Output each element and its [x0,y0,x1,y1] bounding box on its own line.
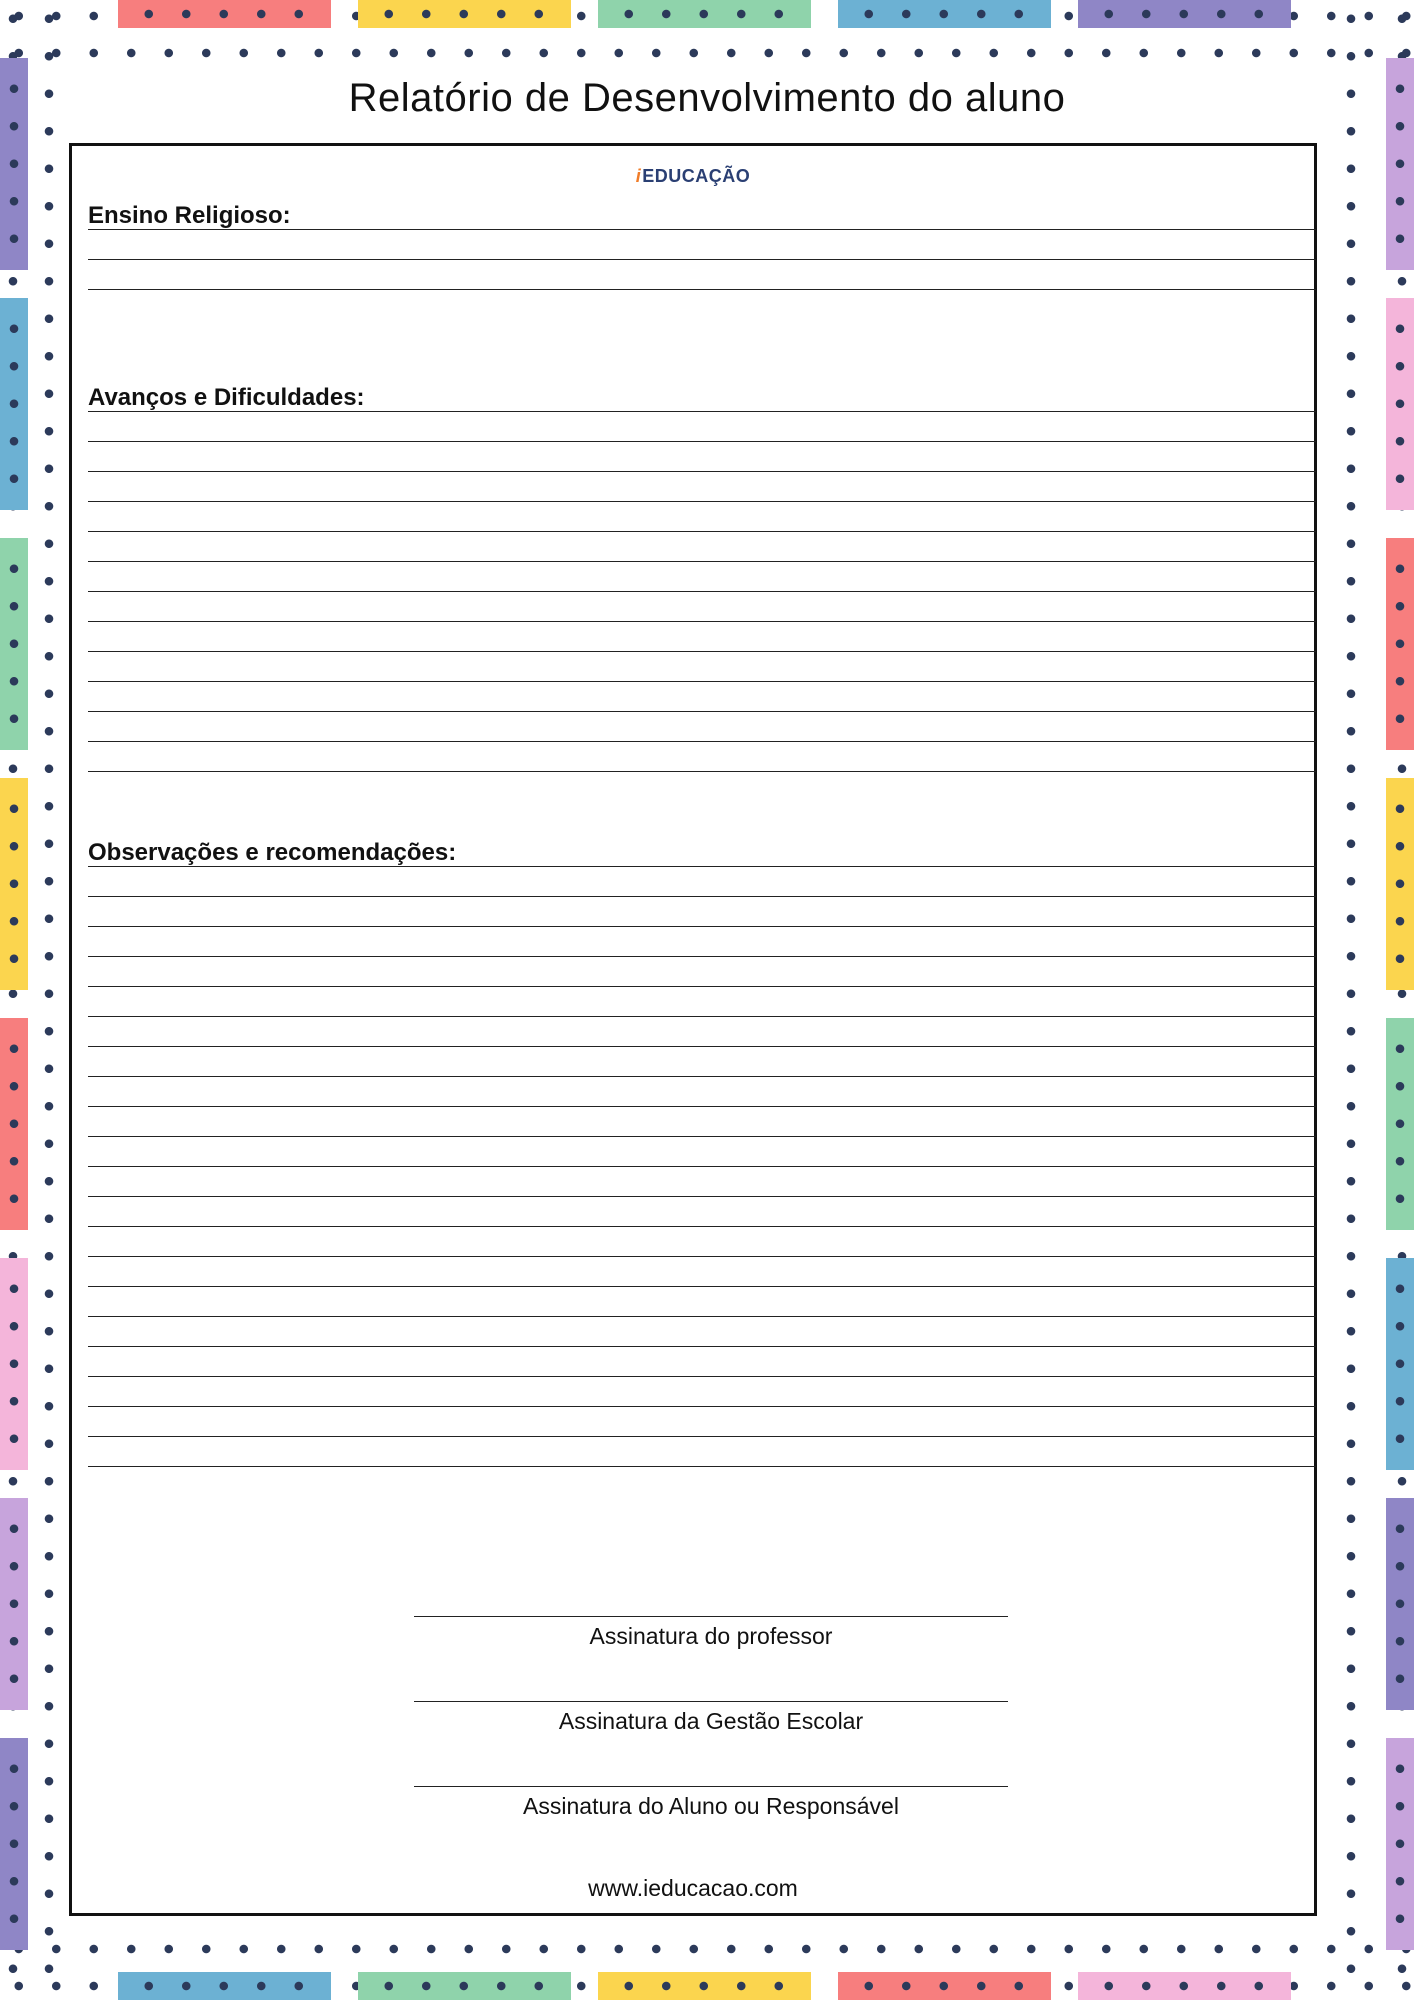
color-strip [1386,1258,1414,1470]
section-title: Observações e recomendações: [88,839,1316,867]
writing-line[interactable] [88,1197,1316,1227]
color-strip [598,0,811,28]
section-avancos-dificuldades [88,384,1316,772]
signature-line[interactable] [414,1786,1008,1787]
writing-line[interactable] [88,1077,1316,1107]
signature-label: Assinatura do Aluno ou Responsável [523,1793,899,1819]
writing-lines [88,230,1316,290]
signature-aluno [414,1786,1008,1820]
color-strip [0,1498,28,1710]
color-strip [1386,298,1414,510]
writing-lines [88,867,1316,1467]
writing-line[interactable] [88,712,1316,742]
writing-line[interactable] [88,1407,1316,1437]
writing-line[interactable] [88,260,1316,290]
color-strip [1078,1972,1291,2000]
color-strip [358,1972,571,2000]
writing-line[interactable] [88,1137,1316,1167]
color-strip [0,1738,28,1950]
color-strip [358,0,571,28]
logo-text: EDUCAÇÃO [642,166,751,186]
color-strip [118,0,331,28]
writing-line[interactable] [88,592,1316,622]
dot-border-bottom-inner [0,1942,1414,1956]
color-strip [0,1018,28,1230]
writing-line[interactable] [88,532,1316,562]
writing-line[interactable] [88,622,1316,652]
writing-line[interactable] [88,1377,1316,1407]
writing-line[interactable] [88,957,1316,987]
color-strip [1386,1498,1414,1710]
color-strip [598,1972,811,2000]
website-url[interactable]: www.ieducacao.com [588,1875,798,1901]
writing-line[interactable] [88,1017,1316,1047]
ieducacao-logo [72,166,1314,187]
color-strip [0,538,28,750]
signature-gestao [414,1701,1008,1735]
signature-line[interactable] [414,1616,1008,1617]
color-strip [1386,1738,1414,1950]
writing-line[interactable] [88,1227,1316,1257]
report-frame [69,143,1317,1916]
color-strip [1386,538,1414,750]
writing-line[interactable] [88,927,1316,957]
writing-line[interactable] [88,1167,1316,1197]
writing-line[interactable] [88,897,1316,927]
color-strip [0,778,28,990]
writing-line[interactable] [88,1287,1316,1317]
logo-mark: i [635,166,642,186]
color-strip [838,0,1051,28]
writing-line[interactable] [88,1107,1316,1137]
color-strip [1386,778,1414,990]
writing-line[interactable] [88,867,1316,897]
dot-border-right-inner [1344,0,1358,2000]
section-title: Avanços e Dificuldades: [88,384,1316,412]
writing-line[interactable] [88,682,1316,712]
color-strip [0,298,28,510]
writing-lines [88,412,1316,772]
writing-line[interactable] [88,1047,1316,1077]
writing-line[interactable] [88,1317,1316,1347]
writing-line[interactable] [88,230,1316,260]
section-title: Ensino Religioso: [88,202,1316,230]
writing-line[interactable] [88,562,1316,592]
signature-line[interactable] [414,1701,1008,1702]
signature-label: Assinatura do professor [589,1623,833,1649]
writing-line[interactable] [88,442,1316,472]
writing-line[interactable] [88,742,1316,772]
section-ensino-religioso [88,202,1316,290]
page-title: Relatório de Desenvolvimento do aluno [348,76,1066,120]
writing-line[interactable] [88,1347,1316,1377]
writing-line[interactable] [88,987,1316,1017]
signature-label: Assinatura da Gestão Escolar [558,1708,864,1734]
signature-professor [414,1616,1008,1650]
color-strip [838,1972,1051,2000]
writing-line[interactable] [88,652,1316,682]
writing-line[interactable] [88,1437,1316,1467]
writing-line[interactable] [88,502,1316,532]
writing-line[interactable] [88,472,1316,502]
color-strip [1386,1018,1414,1230]
section-observacoes [88,839,1316,1467]
color-strip [118,1972,331,2000]
writing-line[interactable] [88,412,1316,442]
color-strip [1078,0,1291,28]
color-strip [0,1258,28,1470]
writing-line[interactable] [88,1257,1316,1287]
dot-border-top-inner [0,46,1414,60]
dot-border-left-inner [42,0,56,2000]
